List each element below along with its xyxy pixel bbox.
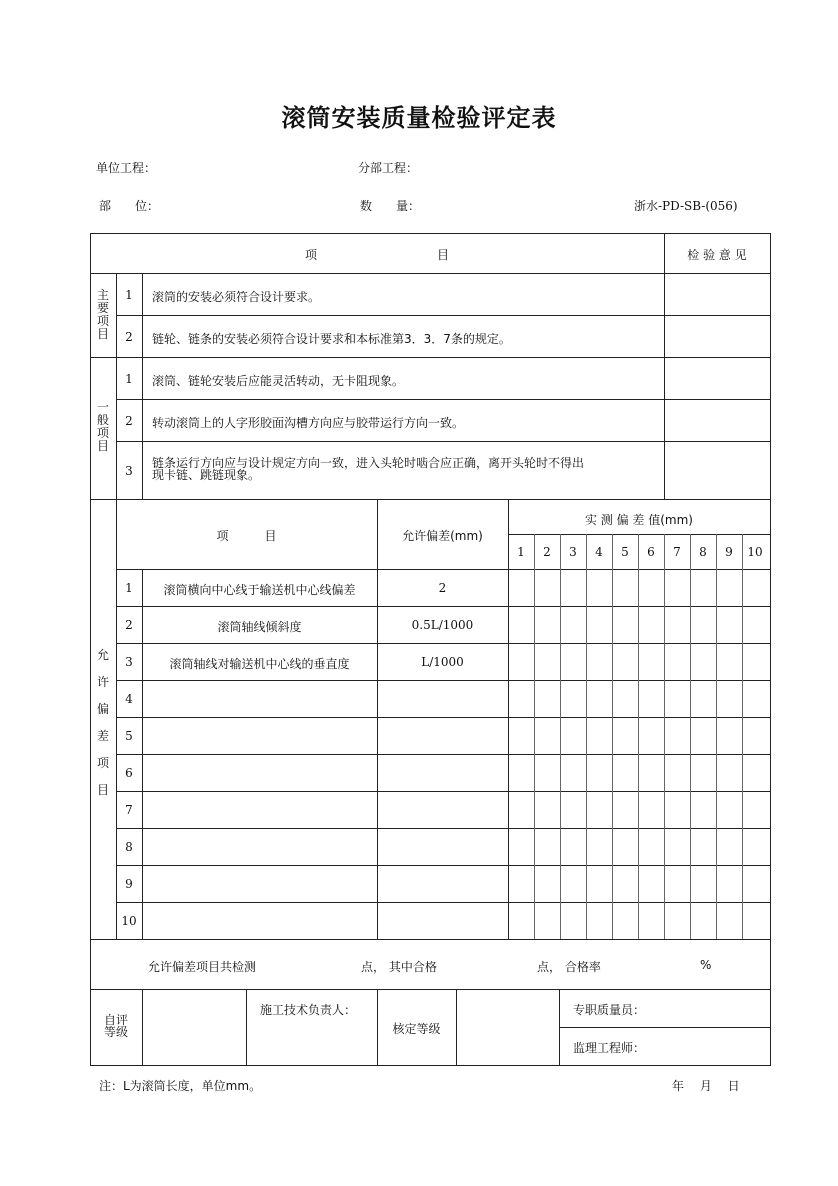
measured-value-cell[interactable] [535,607,560,643]
measured-value-cell[interactable] [509,681,534,717]
measured-value-cell[interactable] [509,718,534,754]
measured-value-cell[interactable] [587,718,612,754]
measured-value-cell[interactable] [613,866,638,902]
verified-grade-label: 核定等级 [392,1022,441,1036]
deviation-header-item: 项 目 [216,529,277,543]
measure-column-header: 10 [747,545,763,559]
measured-value-cell[interactable] [743,607,768,643]
measured-value-cell[interactable] [717,866,742,902]
general-item-text-line2: 现卡链、跳链现象。 [152,468,261,482]
deviation-row-no: 10 [121,914,137,928]
self-grade-label-line: 自评 [103,1013,128,1027]
measure-column-header: 1 [517,545,525,559]
measured-value-cell[interactable] [561,607,586,643]
deviation-row-allowed: L/1000 [421,655,464,669]
divider [508,534,770,535]
measured-value-cell[interactable] [665,644,690,680]
measured-value-cell[interactable] [665,866,690,902]
measured-value-cell[interactable] [639,792,664,828]
measure-column-header: 5 [621,545,629,559]
measured-value-cell[interactable] [561,681,586,717]
divider [377,499,378,939]
measured-value-cell[interactable] [639,718,664,754]
measured-value-cell[interactable] [717,644,742,680]
measured-value-cell[interactable] [743,570,768,606]
deviation-label-char: 偏 [96,702,109,716]
measured-value-cell[interactable] [561,644,586,680]
measured-value-cell[interactable] [613,792,638,828]
deviation-row-no: 2 [125,618,133,632]
summary-percent: % [700,958,712,972]
measured-value-cell[interactable] [509,607,534,643]
divider [90,939,770,940]
measured-value-cell[interactable] [613,607,638,643]
measured-value-cell[interactable] [535,792,560,828]
deviation-row-no: 4 [125,692,133,706]
measured-value-cell[interactable] [639,903,664,939]
measure-column-header: 2 [543,545,551,559]
main-item-text: 滚筒的安装必须符合设计要求。 [152,290,321,304]
measured-value-cell[interactable] [509,644,534,680]
measured-value-cell[interactable] [639,829,664,865]
deviation-row-item: 滚筒轴线倾斜度 [217,620,302,634]
measured-value-cell[interactable] [509,792,534,828]
deviation-row-item: 滚筒横向中心线于输送机中心线偏差 [163,583,356,597]
main-item-no: 1 [125,288,133,302]
self-grade-label [90,1014,142,1038]
measured-value-cell[interactable] [639,866,664,902]
measured-value-cell[interactable] [587,755,612,791]
qc-officer-label: 专职质量员： [573,1003,646,1017]
measured-value-cell[interactable] [509,866,534,902]
measured-value-cell[interactable] [639,570,664,606]
measure-column-header: 6 [647,545,655,559]
measured-value-cell[interactable] [691,829,716,865]
general-item-opinion-cell[interactable] [665,442,769,499]
measured-value-cell[interactable] [665,681,690,717]
measured-value-cell[interactable] [561,718,586,754]
summary-total-label: 允许偏差项目共检测 [148,960,257,974]
deviation-row-no: 3 [125,655,133,669]
measured-value-cell[interactable] [613,903,638,939]
divider [559,989,560,1065]
measured-value-cell[interactable] [587,829,612,865]
deviation-label-char: 许 [96,675,109,689]
measured-value-cell[interactable] [665,792,690,828]
measure-column-header: 7 [673,545,681,559]
main-items-label: 主要项目 [96,288,109,341]
deviation-label-char: 允 [96,648,109,662]
measured-value-cell[interactable] [613,755,638,791]
measured-value-cell[interactable] [665,755,690,791]
measured-value-cell[interactable] [535,681,560,717]
divider [246,989,247,1065]
deviation-row-no: 6 [125,766,133,780]
measured-value-cell[interactable] [665,570,690,606]
measured-value-cell[interactable] [665,718,690,754]
measured-value-cell[interactable] [717,792,742,828]
divider [142,273,143,499]
supervisor-label: 监理工程师： [573,1041,646,1055]
measured-value-cell[interactable] [743,718,768,754]
measured-value-cell[interactable] [639,644,664,680]
measured-value-cell[interactable] [587,570,612,606]
main-item-no: 2 [125,330,133,344]
footnote: 注：L为滚筒长度，单位mm。 [99,1079,262,1093]
measured-value-cell[interactable] [717,607,742,643]
general-item-no: 1 [125,372,133,386]
general-item-opinion-cell[interactable] [665,358,769,399]
measured-value-cell[interactable] [561,570,586,606]
measured-value-cell[interactable] [587,903,612,939]
measured-value-cell[interactable] [743,792,768,828]
measure-column-header: 8 [699,545,707,559]
self-grade-field[interactable] [143,990,246,1064]
measured-value-cell[interactable] [665,829,690,865]
measured-value-cell[interactable] [509,570,534,606]
measured-value-cell[interactable] [691,903,716,939]
measured-value-cell[interactable] [717,829,742,865]
measured-value-cell[interactable] [639,681,664,717]
deviation-header-measured: 实 测 偏 差 值(mm) [584,513,693,527]
measured-value-cell[interactable] [535,644,560,680]
measured-value-cell[interactable] [587,792,612,828]
measured-value-cell[interactable] [691,718,716,754]
measured-value-cell[interactable] [587,681,612,717]
deviation-row-no: 8 [125,840,133,854]
deviation-row-no: 5 [125,729,133,743]
date-label: 年 月 日 [672,1079,740,1093]
divider [559,1027,770,1028]
sub-project-label: 分部工程： [358,161,419,175]
deviation-label-char: 差 [96,729,109,743]
measured-value-cell[interactable] [535,903,560,939]
deviation-row-item: 滚筒轴线对输送机中心线的垂直度 [169,657,350,671]
deviation-label [96,642,110,804]
measured-value-cell[interactable] [691,866,716,902]
measured-value-cell[interactable] [561,866,586,902]
measured-value-cell[interactable] [665,607,690,643]
main-item-opinion-cell[interactable] [665,316,769,357]
quantity-label: 数 量： [360,199,421,213]
page-title: 滚筒安装质量检验评定表 [281,104,557,132]
measured-value-cell[interactable] [613,718,638,754]
measured-value-cell[interactable] [743,866,768,902]
measured-value-cell[interactable] [717,718,742,754]
general-items-label: 一般项目 [96,400,109,453]
measured-value-cell[interactable] [665,903,690,939]
main-item-opinion-cell[interactable] [665,274,769,315]
measured-value-cell[interactable] [717,903,742,939]
deviation-row-allowed: 2 [438,581,447,595]
measured-value-cell[interactable] [535,829,560,865]
general-item-text: 转动滚筒上的人字形胶面沟槽方向应与胶带运行方向一致。 [152,416,465,430]
deviation-row-no: 1 [125,581,133,595]
measured-value-cell[interactable] [717,681,742,717]
measured-value-cell[interactable] [535,866,560,902]
measured-value-cell[interactable] [613,570,638,606]
measured-value-cell[interactable] [535,570,560,606]
self-grade-label-line: 等级 [103,1025,128,1039]
general-item-text: 滚筒、链轮安装后应能灵活转动，无卡阻现象。 [152,374,405,388]
measured-value-cell[interactable] [691,570,716,606]
measured-value-cell[interactable] [535,718,560,754]
measured-value-cell[interactable] [743,644,768,680]
deviation-row-no: 7 [125,803,133,817]
verified-grade-field[interactable] [457,990,559,1064]
measured-value-cell[interactable] [691,755,716,791]
measured-value-cell[interactable] [613,681,638,717]
main-item-text: 链轮、链条的安装必须符合设计要求和本标准第3．3．7条的规定。 [152,332,511,346]
deviation-label-char: 目 [96,783,109,797]
measured-value-cell[interactable] [717,570,742,606]
measure-column-header: 9 [725,545,733,559]
form-code: 浙水-PD-SB-(056) [634,199,738,213]
measured-value-cell[interactable] [561,829,586,865]
measured-value-cell[interactable] [691,644,716,680]
general-item-no: 2 [125,414,133,428]
column-header-opinion: 检 验 意 见 [687,248,747,262]
measured-value-cell[interactable] [509,829,534,865]
measured-value-cell[interactable] [587,866,612,902]
deviation-row-allowed: 0.5L/1000 [411,618,474,632]
general-item-no: 3 [125,464,133,478]
measured-value-cell[interactable] [535,755,560,791]
measured-value-cell[interactable] [717,755,742,791]
measured-value-cell[interactable] [639,607,664,643]
measured-value-cell[interactable] [691,607,716,643]
general-item-opinion-cell[interactable] [665,400,769,441]
column-header-item: 项 目 [304,248,449,262]
unit-project-label: 单位工程： [96,161,157,175]
deviation-label-char: 项 [96,756,109,770]
measured-value-cell[interactable] [743,903,768,939]
measured-value-cell[interactable] [613,644,638,680]
measured-value-cell[interactable] [691,792,716,828]
measured-value-cell[interactable] [561,903,586,939]
measured-value-cell[interactable] [613,829,638,865]
measure-column-header: 3 [569,545,577,559]
measured-value-cell[interactable] [509,755,534,791]
measured-value-cell[interactable] [743,829,768,865]
deviation-row-no: 9 [125,877,133,891]
deviation-header-allowed: 允许偏差(mm) [402,529,483,543]
measured-value-cell[interactable] [587,607,612,643]
tech-leader-label: 施工技术负责人： [260,1003,357,1017]
measured-value-cell[interactable] [639,755,664,791]
measured-value-cell[interactable] [743,681,768,717]
general-item-text-line1: 链条运行方向应与设计规定方向一致，进入头轮时啮合应正确，离开头轮时不得出 [152,456,585,470]
summary-pass-label: 点， 其中合格 [361,960,437,974]
measured-value-cell[interactable] [561,792,586,828]
summary-rate-label: 点， 合格率 [537,960,601,974]
measured-value-cell[interactable] [561,755,586,791]
measured-value-cell[interactable] [743,755,768,791]
divider [90,499,770,500]
measure-column-header: 4 [595,545,603,559]
location-label: 部 位： [99,199,160,213]
measured-value-cell[interactable] [587,644,612,680]
measured-value-cell[interactable] [509,903,534,939]
measured-value-cell[interactable] [691,681,716,717]
